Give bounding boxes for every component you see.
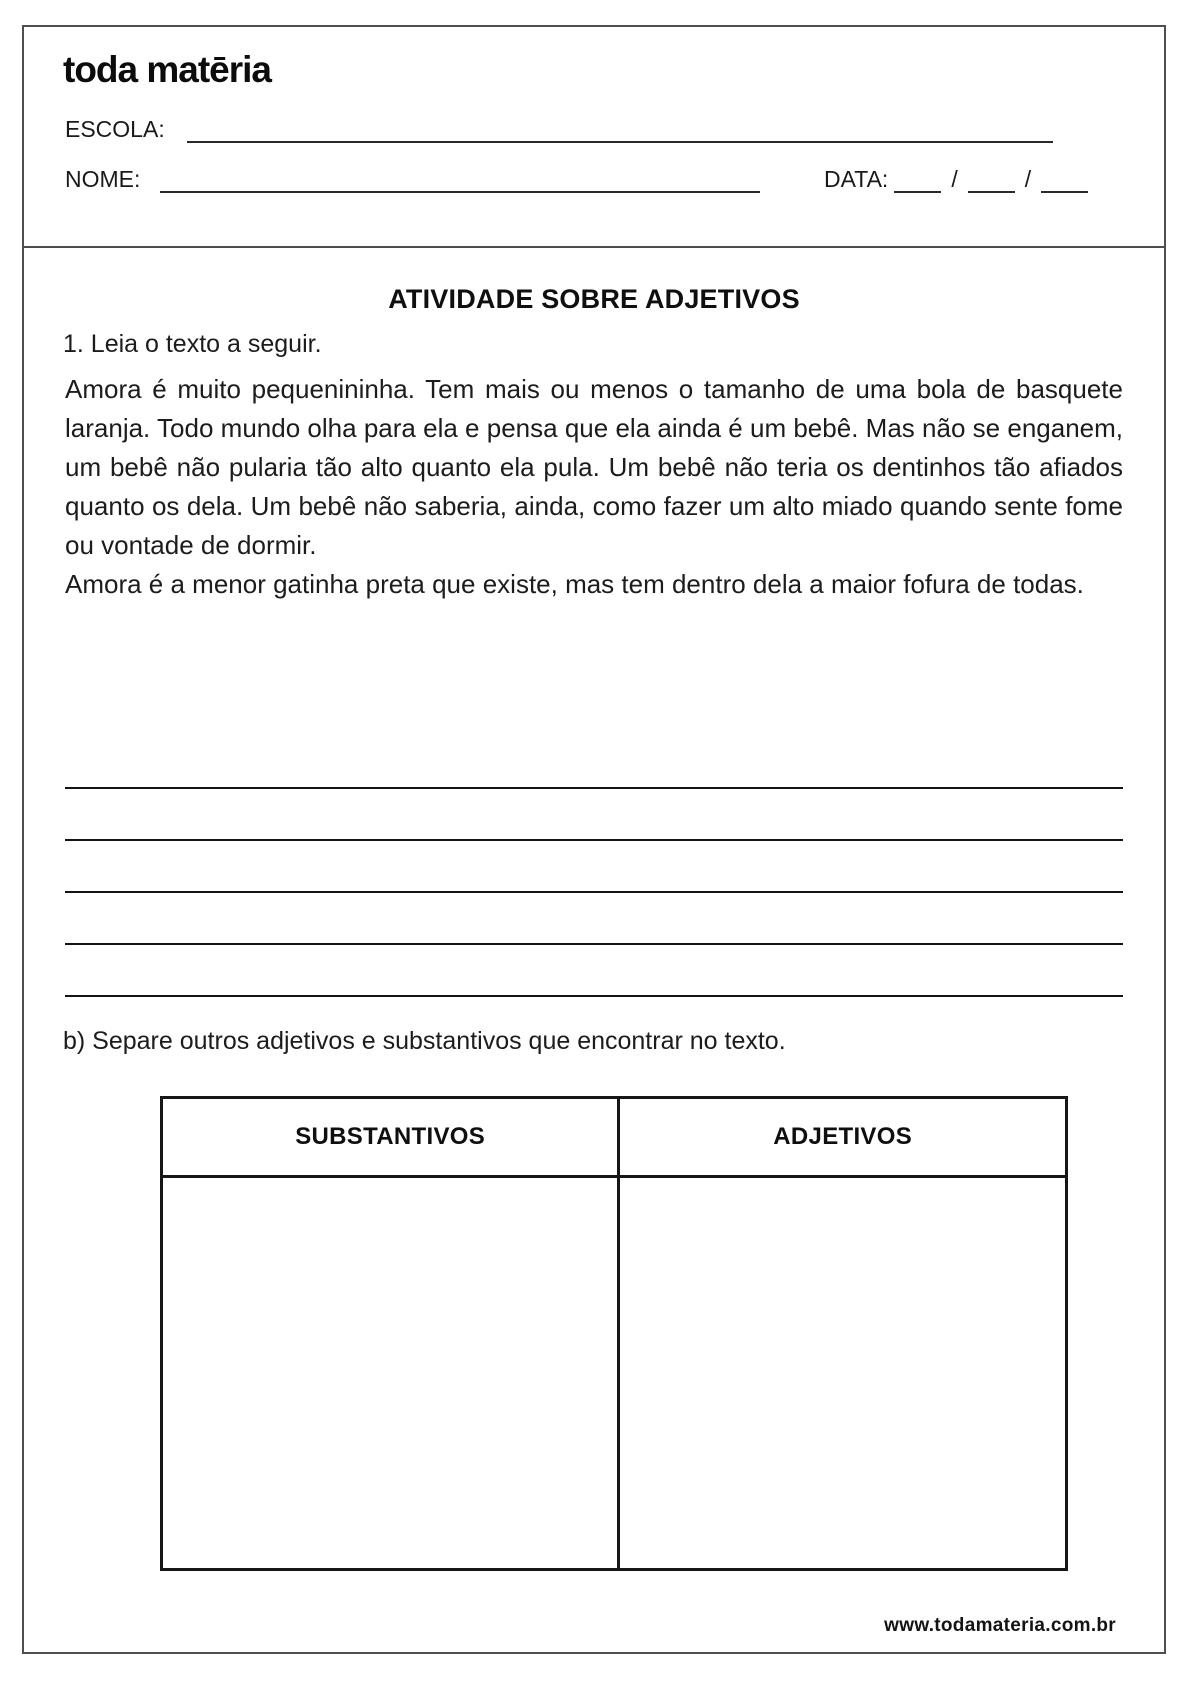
adjetivos-header-cell: ADJETIVOS [773, 1123, 913, 1150]
answer-blank-line [65, 945, 1123, 997]
date-month-blank-line [968, 165, 1015, 193]
footer-website-url: www.todamateria.com.br [884, 1615, 1116, 1636]
worksheet-page [22, 25, 1166, 1654]
answer-blank-line [65, 737, 1123, 789]
school-label: ESCOLA: [65, 116, 165, 142]
date-separator: / [1024, 166, 1032, 192]
substantivos-blank-cell [163, 1178, 620, 1568]
name-blank-line [160, 165, 760, 193]
answer-blank-line [65, 893, 1123, 945]
worksheet-title: ATIVIDADE SOBRE ADJETIVOS [388, 284, 800, 314]
table-body-row [163, 1178, 1065, 1568]
name-label: NOME: [65, 166, 141, 192]
question-1-instruction: 1. Leia o texto a seguir. [63, 330, 322, 358]
school-blank-line [187, 115, 1053, 143]
answer-blank-line [65, 789, 1123, 841]
reading-passage [65, 370, 1123, 604]
brand-logo: toda matēria [63, 49, 272, 90]
name-row [65, 165, 760, 193]
header-section [24, 27, 1164, 248]
adjetivos-blank-cell [620, 1178, 1065, 1568]
question-b: b) Separe outros adjetivos e substantivos que encontrar no texto. [63, 1027, 786, 1055]
date-separator: / [951, 166, 958, 192]
table-header-row [163, 1099, 1065, 1178]
answer-lines [65, 737, 1123, 997]
substantivos-header-cell: SUBSTANTIVOS [163, 1099, 620, 1175]
school-row [65, 115, 1053, 143]
date-day-blank-line [894, 165, 941, 193]
date-year-blank-line [1041, 165, 1088, 193]
substantivos-adjetivos-table [160, 1096, 1068, 1571]
passage-paragraph-1: Amora é muito pequenininha. Tem mais ou menos o tamanho de uma bola de basquete laranja. Todo mundo olha para ela e pensa que ela ainda é um bebê. Mas não se enganem, um bebê não pularia tão alto quanto ela pula. Um bebê não teria os dentinhos tão afiados quanto os dela. Um bebê não saberia, ainda, como fazer um alto miado quando sente fome ou vontade de dormir. [65, 374, 1123, 560]
date-label: DATA: [824, 166, 889, 192]
passage-paragraph-2: Amora é a menor gatinha preta que existe, mas tem dentro dela a maior fofura de todas. [65, 569, 1084, 599]
answer-blank-line [65, 841, 1123, 893]
date-group [824, 165, 1094, 193]
